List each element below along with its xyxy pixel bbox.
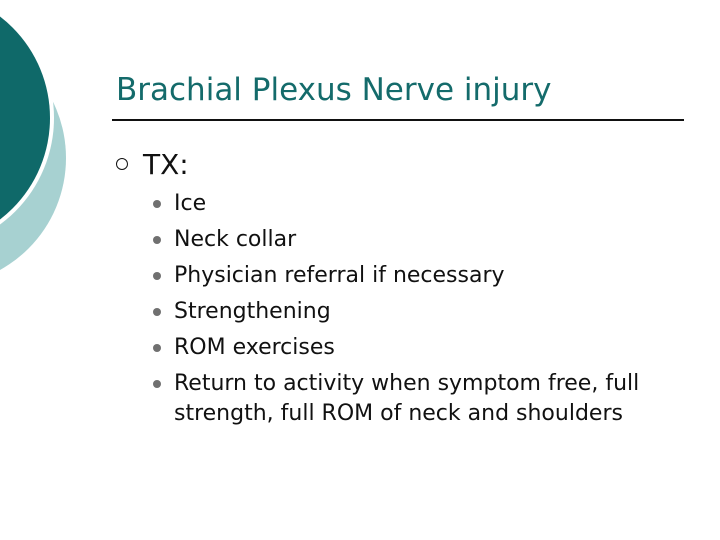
sub-item-label: Physician referral if necessary xyxy=(174,263,505,288)
title-divider xyxy=(112,119,684,121)
filled-dot-bullet-icon xyxy=(153,236,161,244)
sub-list-item xyxy=(153,258,693,294)
sub-item-label: Strengthening xyxy=(174,299,331,324)
sub-list-item xyxy=(153,186,693,222)
sub-list-item xyxy=(153,366,693,429)
filled-dot-bullet-icon xyxy=(153,308,161,316)
filled-dot-bullet-icon xyxy=(153,272,161,280)
filled-dot-bullet-icon xyxy=(153,380,161,388)
sub-list-item xyxy=(153,330,693,366)
sub-item-label: ROM exercises xyxy=(174,335,335,360)
hollow-circle-bullet-icon xyxy=(116,158,128,170)
sub-bullet-list xyxy=(153,186,693,429)
main-bullet-label: TX: xyxy=(143,148,189,181)
slide-title: Brachial Plexus Nerve injury xyxy=(116,72,552,108)
filled-dot-bullet-icon xyxy=(153,200,161,208)
sub-item-label: Ice xyxy=(174,191,207,216)
sub-item-label: Return to activity when symptom free, full strength, full ROM of neck and shoulders xyxy=(174,371,640,426)
sub-list-item xyxy=(153,222,693,258)
sub-item-label: Neck collar xyxy=(174,227,297,252)
sub-list-item xyxy=(153,294,693,330)
decorative-circles xyxy=(0,0,150,300)
filled-dot-bullet-icon xyxy=(153,344,161,352)
